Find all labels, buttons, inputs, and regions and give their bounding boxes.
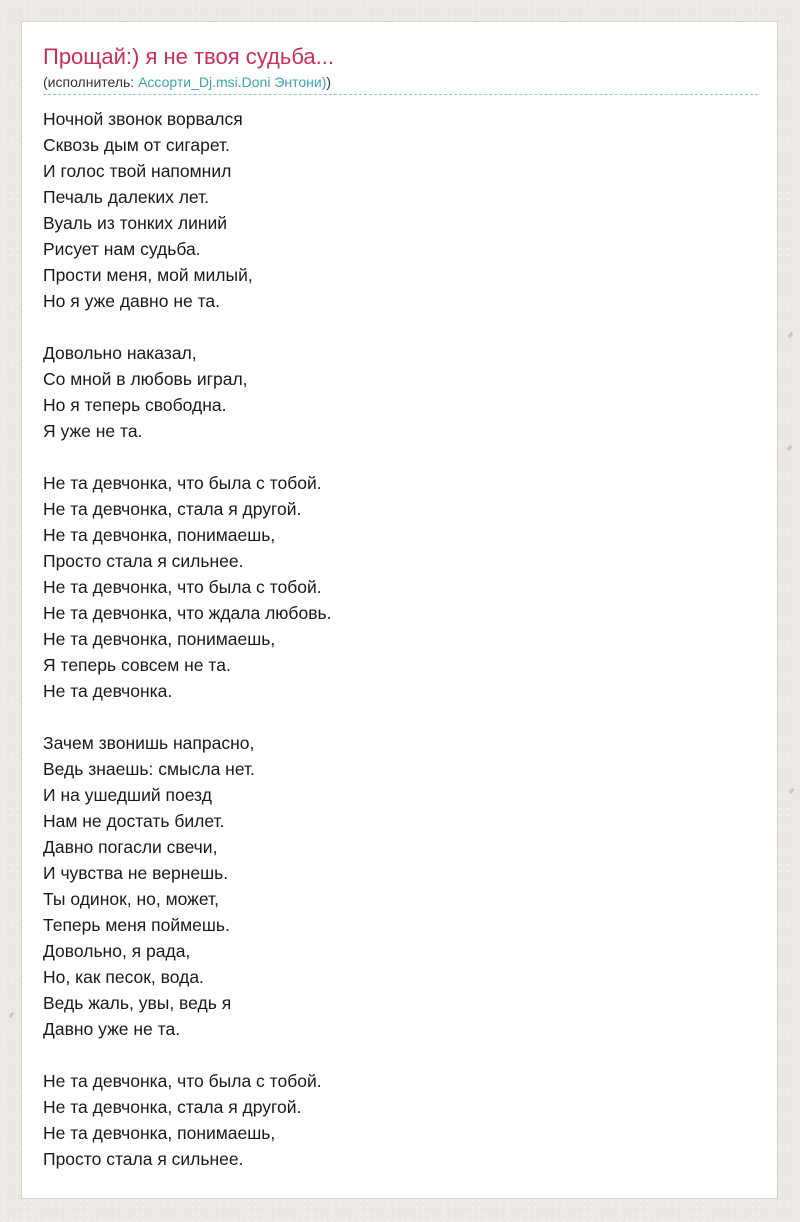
lyric-line: Не та девчонка, что ждала любовь. [43, 603, 332, 623]
lyric-line: Ночной звонок ворвался [43, 109, 243, 129]
lyric-line: Прости меня, мой милый, [43, 265, 253, 285]
lyric-line: Не та девчонка, что была с тобой. [43, 473, 322, 493]
lyric-line: Не та девчонка, понимаешь, [43, 629, 276, 649]
lyric-line: Теперь меня поймешь. [43, 915, 230, 935]
lyric-line: Давно уже не та. [43, 1019, 181, 1039]
lyric-line: Ты одинок, но, может, [43, 889, 219, 909]
lyric-line: И на ушедший поезд [43, 785, 212, 805]
lyric-line: Не та девчонка, что была с тобой. [43, 577, 322, 597]
lyric-line: Довольно, я рада, [43, 941, 191, 961]
background-fleck [789, 788, 795, 795]
stanza [43, 730, 758, 1042]
artist-link[interactable]: Ассорти_Dj.msi.Doni Энтони) [138, 74, 327, 90]
lyric-line: И чувства не вернешь. [43, 863, 229, 883]
lyric-line: Ведь жаль, увы, ведь я [43, 993, 232, 1013]
artist-suffix: ) [326, 74, 332, 90]
lyric-line: Рисует нам судьба. [43, 239, 201, 259]
lyric-line: Нам не достать билет. [43, 811, 225, 831]
lyric-line: Сквозь дым от сигарет. [43, 135, 230, 155]
lyric-line: Но я теперь свободна. [43, 395, 227, 415]
lyric-line: Не та девчонка, стала я другой. [43, 1097, 302, 1117]
lyric-line: Но, как песок, вода. [43, 967, 204, 987]
background-fleck [788, 332, 794, 339]
background-fleck [9, 1012, 15, 1019]
lyrics-body [43, 106, 758, 1172]
lyric-line: Со мной в любовь играл, [43, 369, 248, 389]
stanza [43, 470, 758, 704]
lyric-line: Печаль далеких лет. [43, 187, 210, 207]
stanza [43, 106, 758, 314]
lyrics-card [21, 21, 778, 1199]
lyric-line: Я уже не та. [43, 421, 143, 441]
lyric-line: Я теперь совсем не та. [43, 655, 231, 675]
lyric-line: Не та девчонка, понимаешь, [43, 1123, 276, 1143]
lyric-line: Не та девчонка, понимаешь, [43, 525, 276, 545]
lyric-line: Давно погасли свечи, [43, 837, 218, 857]
dashed-divider [43, 94, 758, 95]
lyric-line: Не та девчонка, стала я другой. [43, 499, 302, 519]
song-title: Прощай:) я не твоя судьба... [43, 44, 334, 69]
lyric-line: Ведь знаешь: смысла нет. [43, 759, 255, 779]
lyric-line: Не та девчонка, что была с тобой. [43, 1071, 322, 1091]
stanza [43, 340, 758, 444]
lyric-line: Не та девчонка. [43, 681, 173, 701]
lyric-line: И голос твой напомнил [43, 161, 232, 181]
lyric-line: Но я уже давно не та. [43, 291, 220, 311]
artist-prefix: (исполнитель: [43, 74, 139, 90]
lyric-line: Вуаль из тонких линий [43, 213, 228, 233]
lyric-line: Просто стала я сильнее. [43, 551, 244, 571]
background-fleck [787, 445, 793, 452]
lyric-line: Зачем звонишь напрасно, [43, 733, 255, 753]
lyric-line: Просто стала я сильнее. [43, 1149, 244, 1169]
lyric-line: Довольно наказал, [43, 343, 197, 363]
artist-line [43, 73, 331, 91]
stanza [43, 1068, 758, 1172]
